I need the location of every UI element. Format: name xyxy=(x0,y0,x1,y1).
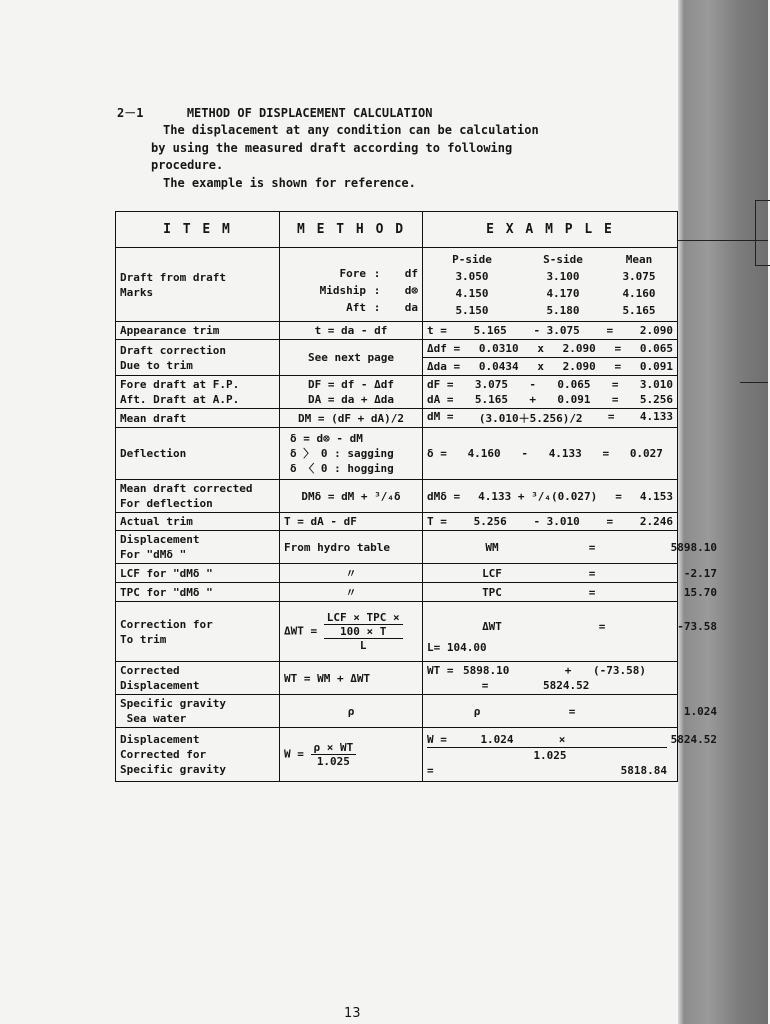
item-cell xyxy=(116,695,280,728)
method-text: df xyxy=(404,267,418,280)
method-cell: 〃 xyxy=(280,583,423,602)
table-row xyxy=(116,728,678,782)
example-cell xyxy=(423,428,678,480)
item-cell xyxy=(116,728,280,782)
item-text: Mean draft corrected xyxy=(120,482,253,495)
example-text: = xyxy=(607,410,615,423)
example-text: Δdf = xyxy=(427,342,461,355)
example-text: 4.150 xyxy=(455,286,489,300)
item-cell xyxy=(116,602,280,662)
method-text: δ 〈 0 : hogging xyxy=(290,462,394,475)
section-number: 2－1 xyxy=(117,106,144,120)
method-cell xyxy=(280,248,423,322)
item-cell xyxy=(116,531,280,564)
example-cell xyxy=(423,409,678,428)
item-text: Correction for xyxy=(120,617,213,631)
example-text: 0.027 xyxy=(629,447,663,460)
header-example: E X A M P L E xyxy=(423,212,678,248)
section-title: METHOD OF DISPLACEMENT CALCULATION xyxy=(186,106,433,120)
example-text: = xyxy=(614,342,622,355)
example-text: 0.091 xyxy=(557,393,591,406)
item-text: Sea water xyxy=(120,712,187,725)
table-row xyxy=(116,480,678,513)
item-text: Draft correction xyxy=(120,343,226,357)
method-cell: See next page xyxy=(280,340,423,376)
example-text: × xyxy=(558,732,566,746)
item-text: Displacement xyxy=(120,733,200,746)
example-text: = xyxy=(606,515,614,528)
example-text: = xyxy=(606,324,614,337)
method-text: da xyxy=(404,301,418,314)
method-cell: 〃 xyxy=(280,564,423,583)
example-text: = xyxy=(602,447,610,460)
example-text: = xyxy=(568,704,576,718)
method-text: Aft xyxy=(346,301,366,314)
example-text: -2.17 xyxy=(683,566,717,580)
example-text: 2.246 xyxy=(639,515,673,528)
item-text: Due to trim xyxy=(120,358,193,372)
section-heading xyxy=(117,104,432,121)
item-cell xyxy=(116,376,280,409)
example-text: = xyxy=(598,619,606,633)
table-row xyxy=(116,428,678,480)
example-text: dM = xyxy=(427,410,454,423)
table-row xyxy=(116,583,678,602)
method-text: W = xyxy=(284,747,304,761)
method-cell xyxy=(280,428,423,480)
example-text: 5824.52 xyxy=(670,732,717,746)
item-text: Draft from draft xyxy=(120,270,226,284)
example-text: 5.150 xyxy=(455,303,489,317)
method-text: : xyxy=(373,267,381,280)
example-text: P-side xyxy=(452,252,492,266)
method-text: 100 × T xyxy=(324,625,403,639)
example-cell xyxy=(423,583,717,602)
method-cell: ρ xyxy=(280,695,423,728)
example-text: = xyxy=(611,378,619,391)
example-text: = xyxy=(588,540,596,554)
example-text: 0.065 xyxy=(557,378,591,391)
item-text: Aft. Draft at A.P. xyxy=(120,393,240,406)
table-row xyxy=(116,248,678,322)
example-text: W = xyxy=(427,732,447,746)
item-text: To trim xyxy=(120,632,167,646)
example-cell xyxy=(423,480,678,513)
example-cell xyxy=(423,322,678,340)
example-text: ΔWT xyxy=(482,619,502,633)
example-cell xyxy=(423,728,717,782)
method-text: DF = df - Δdf xyxy=(307,378,395,391)
table-row xyxy=(116,564,678,583)
method-text: Midship xyxy=(319,284,366,297)
example-text: - xyxy=(529,378,536,391)
example-text: 4.133 xyxy=(548,447,582,460)
header-item: I T E M xyxy=(116,212,280,248)
item-cell xyxy=(116,248,280,322)
example-text: = xyxy=(611,393,619,406)
table-row xyxy=(116,531,678,564)
example-text: 5898.10 xyxy=(670,540,717,554)
example-cell xyxy=(423,248,678,322)
table-row xyxy=(116,409,678,428)
table-row xyxy=(116,340,678,376)
method-cell xyxy=(280,728,423,782)
example-cell xyxy=(423,531,717,564)
item-cell: TPC for "dMδ " xyxy=(116,583,280,602)
method-text: 1.025 xyxy=(316,755,350,768)
table-row xyxy=(116,376,678,409)
method-cell: WT = WM + ΔWT xyxy=(280,662,423,695)
method-text: : xyxy=(373,301,381,314)
method-text: L xyxy=(359,639,367,652)
intro-line: The example is shown for reference. xyxy=(163,175,416,190)
example-text: + xyxy=(529,393,536,406)
example-text: 5824.52 xyxy=(543,679,590,692)
example-text: = xyxy=(481,679,489,692)
example-text: x xyxy=(537,360,544,373)
item-text: Corrected for xyxy=(120,748,207,761)
example-cell xyxy=(423,376,678,409)
example-cell xyxy=(423,564,717,583)
method-text: δ = d⊗ - dM xyxy=(290,432,363,445)
example-cell xyxy=(423,340,678,376)
example-text: = xyxy=(588,566,596,580)
example-text: WM xyxy=(485,540,499,554)
example-text: WT = xyxy=(427,664,454,677)
bleed-line xyxy=(740,382,768,383)
method-cell: T = dA - dF xyxy=(280,513,423,531)
displacement-table xyxy=(115,211,717,782)
example-text: 4.133 + ³/₄(0.027) xyxy=(478,489,598,503)
method-text: DA = da + Δda xyxy=(307,393,395,406)
intro-line: procedure. xyxy=(151,158,224,172)
item-cell: Actual trim xyxy=(116,513,280,531)
example-text: 0.065 xyxy=(639,342,673,355)
example-text: t = xyxy=(427,324,447,337)
intro-line: The displacement at any condition can be calculation xyxy=(163,123,539,137)
example-text: 5898.10 xyxy=(463,664,510,677)
header-method: M E T H O D xyxy=(280,212,423,248)
method-text: : xyxy=(373,284,381,297)
item-cell xyxy=(116,662,280,695)
example-text: 3.075 xyxy=(474,378,508,391)
example-text: 0.091 xyxy=(639,360,673,373)
item-text: Displacement xyxy=(120,533,200,546)
intro-line: by using the measured draft according to following xyxy=(151,140,513,155)
example-cell xyxy=(423,662,678,695)
intro-paragraph xyxy=(151,122,539,192)
table-row xyxy=(116,662,678,695)
example-text: 1.024 xyxy=(480,732,514,746)
example-text: 5.256 xyxy=(473,515,507,528)
item-text: Marks xyxy=(120,285,154,299)
item-text: For "dMδ " xyxy=(120,548,187,561)
item-cell: Appearance trim xyxy=(116,322,280,340)
method-cell: DM = (dF + dA)/2 xyxy=(280,409,423,428)
item-text: For deflection xyxy=(120,497,213,510)
example-text: dMδ = xyxy=(427,489,461,503)
trim-formula-fraction xyxy=(324,611,403,652)
method-cell xyxy=(280,376,423,409)
example-text: 5.180 xyxy=(546,303,580,317)
example-text: (3.010＋5.256)/2 xyxy=(478,412,583,425)
method-text: LCF × TPC × xyxy=(324,611,403,625)
example-text: 0.0434 xyxy=(478,360,519,373)
method-text: ρ × WT xyxy=(311,741,357,755)
example-text: - 3.010 xyxy=(533,515,580,528)
example-text: 15.70 xyxy=(683,585,717,599)
example-text: (-73.58) xyxy=(593,664,646,677)
example-text: 1.024 xyxy=(683,704,717,718)
example-text: 2.090 xyxy=(562,342,596,355)
example-text: Mean xyxy=(625,252,653,266)
example-cell xyxy=(423,695,717,728)
item-text: Fore draft at F.P. xyxy=(120,378,240,391)
example-text: dF = xyxy=(427,378,454,391)
example-text: 5.165 xyxy=(622,303,656,317)
binding-edge xyxy=(678,0,768,1024)
example-text: 3.075 xyxy=(622,269,656,283)
example-text: = xyxy=(614,360,622,373)
example-text: x xyxy=(537,342,544,355)
method-cell: t = da - df xyxy=(280,322,423,340)
method-cell: From hydro table xyxy=(280,531,423,564)
method-text: Fore xyxy=(339,267,366,280)
example-text: 2.090 xyxy=(562,360,596,373)
method-cell: DMδ = dM + ³/₄δ xyxy=(280,480,423,513)
bleed-box xyxy=(755,200,770,266)
example-text: T = xyxy=(427,515,447,528)
example-text: - 3.075 xyxy=(533,324,580,337)
example-text: Δda = xyxy=(427,360,461,373)
example-text: = xyxy=(427,763,434,777)
example-text: 3.010 xyxy=(639,378,673,391)
example-text: TPC xyxy=(482,585,502,599)
method-text: d⊗ xyxy=(404,284,418,297)
example-text: S-side xyxy=(543,252,583,266)
table-header-row xyxy=(116,212,678,248)
sg-formula-fraction xyxy=(311,741,357,768)
item-text: Corrected xyxy=(120,664,180,677)
example-text: 0.0310 xyxy=(478,342,519,355)
item-text: Specific gravity xyxy=(120,763,226,776)
page-number: 13 xyxy=(344,1006,361,1021)
example-text: = xyxy=(588,585,596,599)
table-row xyxy=(116,695,678,728)
example-cell xyxy=(423,602,717,662)
item-cell xyxy=(116,340,280,376)
example-text: - xyxy=(521,447,528,460)
example-text: 2.090 xyxy=(639,324,673,337)
item-cell xyxy=(116,480,280,513)
example-text: -73.58 xyxy=(677,619,717,633)
item-text: Specific gravity xyxy=(120,697,226,710)
method-text: δ 〉 0 : sagging xyxy=(290,447,394,460)
example-text: LCF xyxy=(482,566,502,580)
example-text: δ = xyxy=(427,447,447,460)
example-text: + xyxy=(564,664,572,677)
example-text: 4.160 xyxy=(467,447,501,460)
example-text: 3.050 xyxy=(455,269,489,283)
table-row xyxy=(116,322,678,340)
method-text: ΔWT = xyxy=(284,624,318,638)
item-cell: LCF for "dMδ " xyxy=(116,564,280,583)
table-row xyxy=(116,602,678,662)
example-text: 3.100 xyxy=(546,269,580,283)
method-cell xyxy=(280,602,423,662)
example-text: 5.256 xyxy=(639,393,673,406)
example-text: 4.160 xyxy=(622,286,656,300)
example-text: 5.165 xyxy=(473,324,507,337)
example-text: L= 104.00 xyxy=(427,640,487,654)
item-cell: Deflection xyxy=(116,428,280,480)
example-text: = xyxy=(615,489,622,503)
example-text: 4.170 xyxy=(546,286,580,300)
example-text: ρ xyxy=(473,704,481,718)
example-text: 4.153 xyxy=(639,489,673,503)
example-text: 1.025 xyxy=(533,748,567,762)
item-text: Displacement xyxy=(120,679,200,692)
example-text: dA = xyxy=(427,393,454,406)
item-cell: Mean draft xyxy=(116,409,280,428)
example-cell xyxy=(423,513,678,531)
example-text: 5.165 xyxy=(474,393,508,406)
table-row xyxy=(116,513,678,531)
example-text: 4.133 xyxy=(639,410,673,423)
example-text: 5818.84 xyxy=(620,763,667,777)
